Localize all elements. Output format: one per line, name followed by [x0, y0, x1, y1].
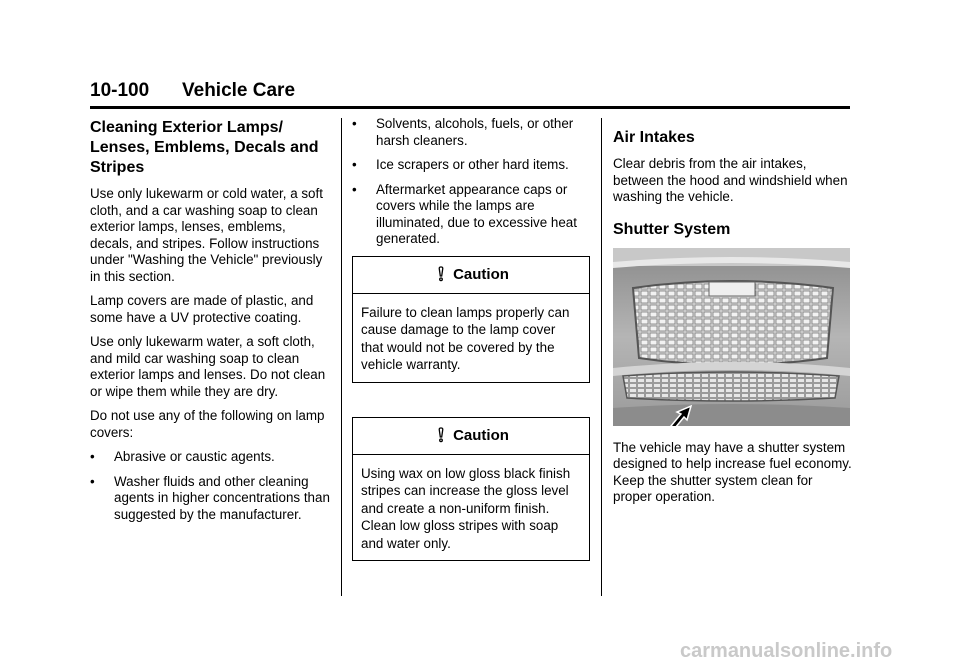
caution-icon [433, 427, 449, 443]
caution-box [352, 417, 590, 562]
bullet-icon: • [352, 157, 357, 172]
bullet-icon: • [352, 116, 357, 131]
list-item: • Ice scrapers or other hard items. [352, 157, 569, 172]
paragraph: Do not use any of the following on lamp covers: [90, 408, 325, 440]
page-number: 10-100 [90, 80, 150, 101]
column-2 [352, 116, 592, 561]
caution-text: Using wax on low gloss black finish stripes can increase the gloss level and create a non-uniform finish. Clean low gloss stripes with soap and water only. [361, 465, 571, 551]
column-divider [341, 118, 342, 596]
paragraph: Use only lukewarm water, a soft cloth, and mild car washing soap to clean exterior lamps and lenses. Do not clean or wipe them while they are dry. [90, 334, 326, 399]
caution-icon [433, 266, 449, 282]
bullet-icon: • [90, 449, 95, 464]
section-title: Vehicle Care [182, 80, 296, 101]
watermark: carmanualsonline.info [680, 640, 893, 662]
heading-shutter-system: Shutter System [613, 220, 731, 238]
paragraph: Use only lukewarm or cold water, a soft cloth, and a car washing soap to clean exterior lamps, lenses, emblems, decals, and stripes. Follow instructions under "Washing the Vehicle" previously in this section. [90, 186, 323, 284]
column-3 [613, 128, 853, 514]
heading-cleaning-lamps: Cleaning Exterior Lamps/ Lenses, Emblems, Decals and Stripes [90, 119, 319, 176]
list-item: • Washer fluids and other cleaning agents in higher concentrations than suggested by the manufacturer. [90, 473, 330, 522]
bullet-icon: • [90, 473, 95, 489]
caution-text: Failure to clean lamps properly can cause damage to the lamp cover that would not be covered by the vehicle warranty. [361, 304, 570, 372]
list-item: • Solvents, alcohols, fuels, or other harsh cleaners. [352, 116, 574, 148]
caution-box [352, 256, 590, 383]
bullet-list [352, 116, 592, 248]
caution-title: Caution [353, 418, 589, 455]
bullet-icon: • [352, 181, 357, 197]
caution-title: Caution [353, 257, 589, 294]
paragraph: The vehicle may have a shutter system designed to help increase fuel economy. Keep the shutter system clean for proper operation. [613, 439, 852, 504]
heading-air-intakes: Air Intakes [613, 129, 695, 146]
column-divider [601, 118, 602, 596]
grille-shutter-image [613, 248, 850, 426]
list-item: • Aftermarket appearance caps or covers while the lamps are illuminated, due to excessive heat generated. [352, 181, 577, 246]
column-1 [90, 118, 330, 531]
paragraph: Clear debris from the air intakes, between the hood and windshield when washing the vehicle. [613, 156, 848, 204]
bullet-list [90, 449, 330, 523]
page-header [90, 80, 850, 109]
list-item: • Abrasive or caustic agents. [90, 449, 275, 464]
paragraph: Lamp covers are made of plastic, and some have a UV protective coating. [90, 293, 314, 325]
